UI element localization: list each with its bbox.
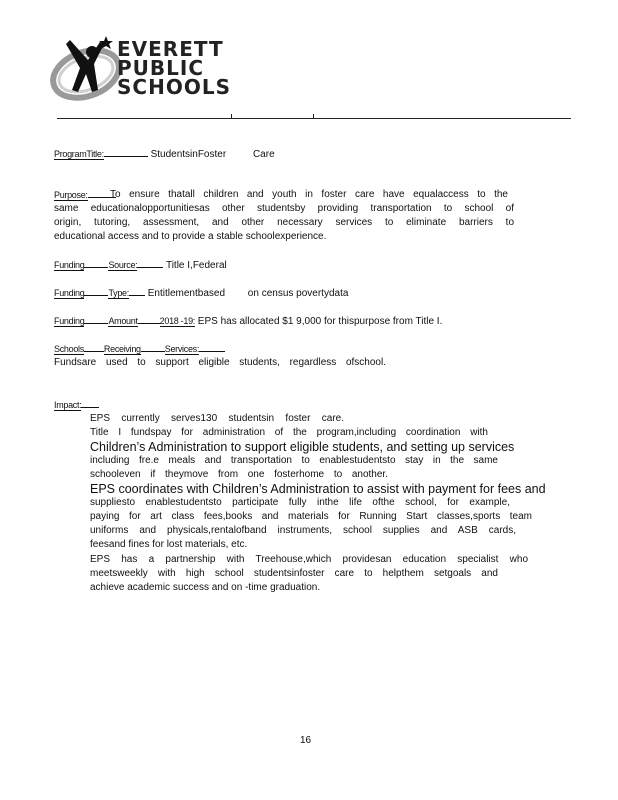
impact-line: paying for art class fees,books and materials for Running Start classes,sports team xyxy=(90,511,532,522)
impact-line: EPS currently serves130 studentsin foster care. xyxy=(90,413,344,424)
impact-line: meetsweekly with high school studentsinfoster care to helpthem setgoals and xyxy=(90,568,498,579)
impact-line: achieve academic success and on -time graduation. xyxy=(90,582,321,593)
funding-type-label-2: Type: xyxy=(108,288,129,298)
impact-line: including fre.e meals and transportation to enablestudentsto stay in the same xyxy=(90,455,498,466)
logo-wordmark xyxy=(117,37,231,99)
funding-source-label-1: Funding xyxy=(54,260,85,270)
page-number: 16 xyxy=(300,735,312,746)
impact-line: schooleven if theymove from one fosterhome to another. xyxy=(90,469,388,480)
schools-receiving-label-1: Schools xyxy=(54,344,84,354)
impact-item xyxy=(90,426,515,482)
header-rule-tick xyxy=(231,114,232,118)
funding-type-value-2: on census povertydata xyxy=(247,288,349,299)
impact-label-row xyxy=(54,398,99,413)
impact-label: Impact: xyxy=(54,400,82,410)
purpose-line: educational access and to provide a stable schoolexperience. xyxy=(54,231,327,242)
funding-source-label-2: Source: xyxy=(108,260,138,270)
program-title-value: StudentsinFoster xyxy=(150,149,227,160)
funding-type-row xyxy=(54,286,348,301)
purpose-label-row xyxy=(54,188,116,203)
funding-amount-label-3: 2018 -19: xyxy=(159,316,195,326)
schools-receiving-text xyxy=(54,356,386,370)
logo-line-3: SCHOOLS xyxy=(117,75,231,99)
impact-line: Children’s Administration to support eligible students, and setting up services xyxy=(90,440,515,454)
funding-source-row xyxy=(54,258,227,273)
schools-receiving-value: Fundsare used to support eligible students, regardless ofschool. xyxy=(54,357,386,368)
impact-line: Title I fundspay for administration of the program,including coordination with xyxy=(90,427,488,438)
purpose-line: origin, tutoring, assessment, and other necessary services to eliminate barriers to xyxy=(54,217,514,228)
purpose-line: same educationalopportunitiesas other studentsby providing transportation to school of xyxy=(54,203,514,214)
impact-line: feesand fines for lost materials, etc. xyxy=(90,539,248,550)
program-title-value-2: Care xyxy=(252,149,275,160)
logo-line-1: EVERETT xyxy=(117,37,224,61)
impact-line: EPS coordinates with Children’s Administration to assist with payment for fees and xyxy=(90,482,546,496)
impact-line: uniforms and physicals,rentalofband instruments, school supplies and ASB cards, xyxy=(90,525,516,536)
schools-receiving-row xyxy=(54,342,225,357)
purpose-text-line-1-wrap xyxy=(110,188,508,202)
program-title-row xyxy=(54,147,275,162)
funding-type-value: Entitlementbased xyxy=(147,288,226,299)
impact-item xyxy=(90,553,528,595)
purpose-label: Purpose: xyxy=(54,190,88,200)
impact-line: EPS has a partnership with Treehouse,which providesan education specialist who xyxy=(90,554,528,565)
impact-item xyxy=(90,412,344,426)
impact-item xyxy=(90,482,546,552)
program-title-label: ProgramTitle: xyxy=(54,149,104,159)
header-rule-tick xyxy=(313,114,314,118)
purpose-text xyxy=(54,202,514,244)
funding-amount-label-2: Amount xyxy=(108,316,138,326)
logo-line-2: PUBLIC xyxy=(117,56,205,80)
funding-amount-label-1: Funding xyxy=(54,316,85,326)
funding-source-value: Title I,Federal xyxy=(165,260,227,271)
header-rule xyxy=(57,118,571,119)
funding-type-label-1: Funding xyxy=(54,288,85,298)
schools-receiving-label-2: Receiving xyxy=(103,344,141,354)
purpose-line: To ensure thatall children and youth in foster care have equalaccess to the xyxy=(110,189,508,200)
impact-line: suppliesto enablestudentsto participate fully inthe life ofthe school, for example, xyxy=(90,497,510,508)
funding-amount-row xyxy=(54,314,442,329)
funding-amount-value: EPS has allocated $1 9,000 for thispurpose from Title I. xyxy=(197,316,443,327)
schools-receiving-label-3: Services: xyxy=(164,344,200,354)
